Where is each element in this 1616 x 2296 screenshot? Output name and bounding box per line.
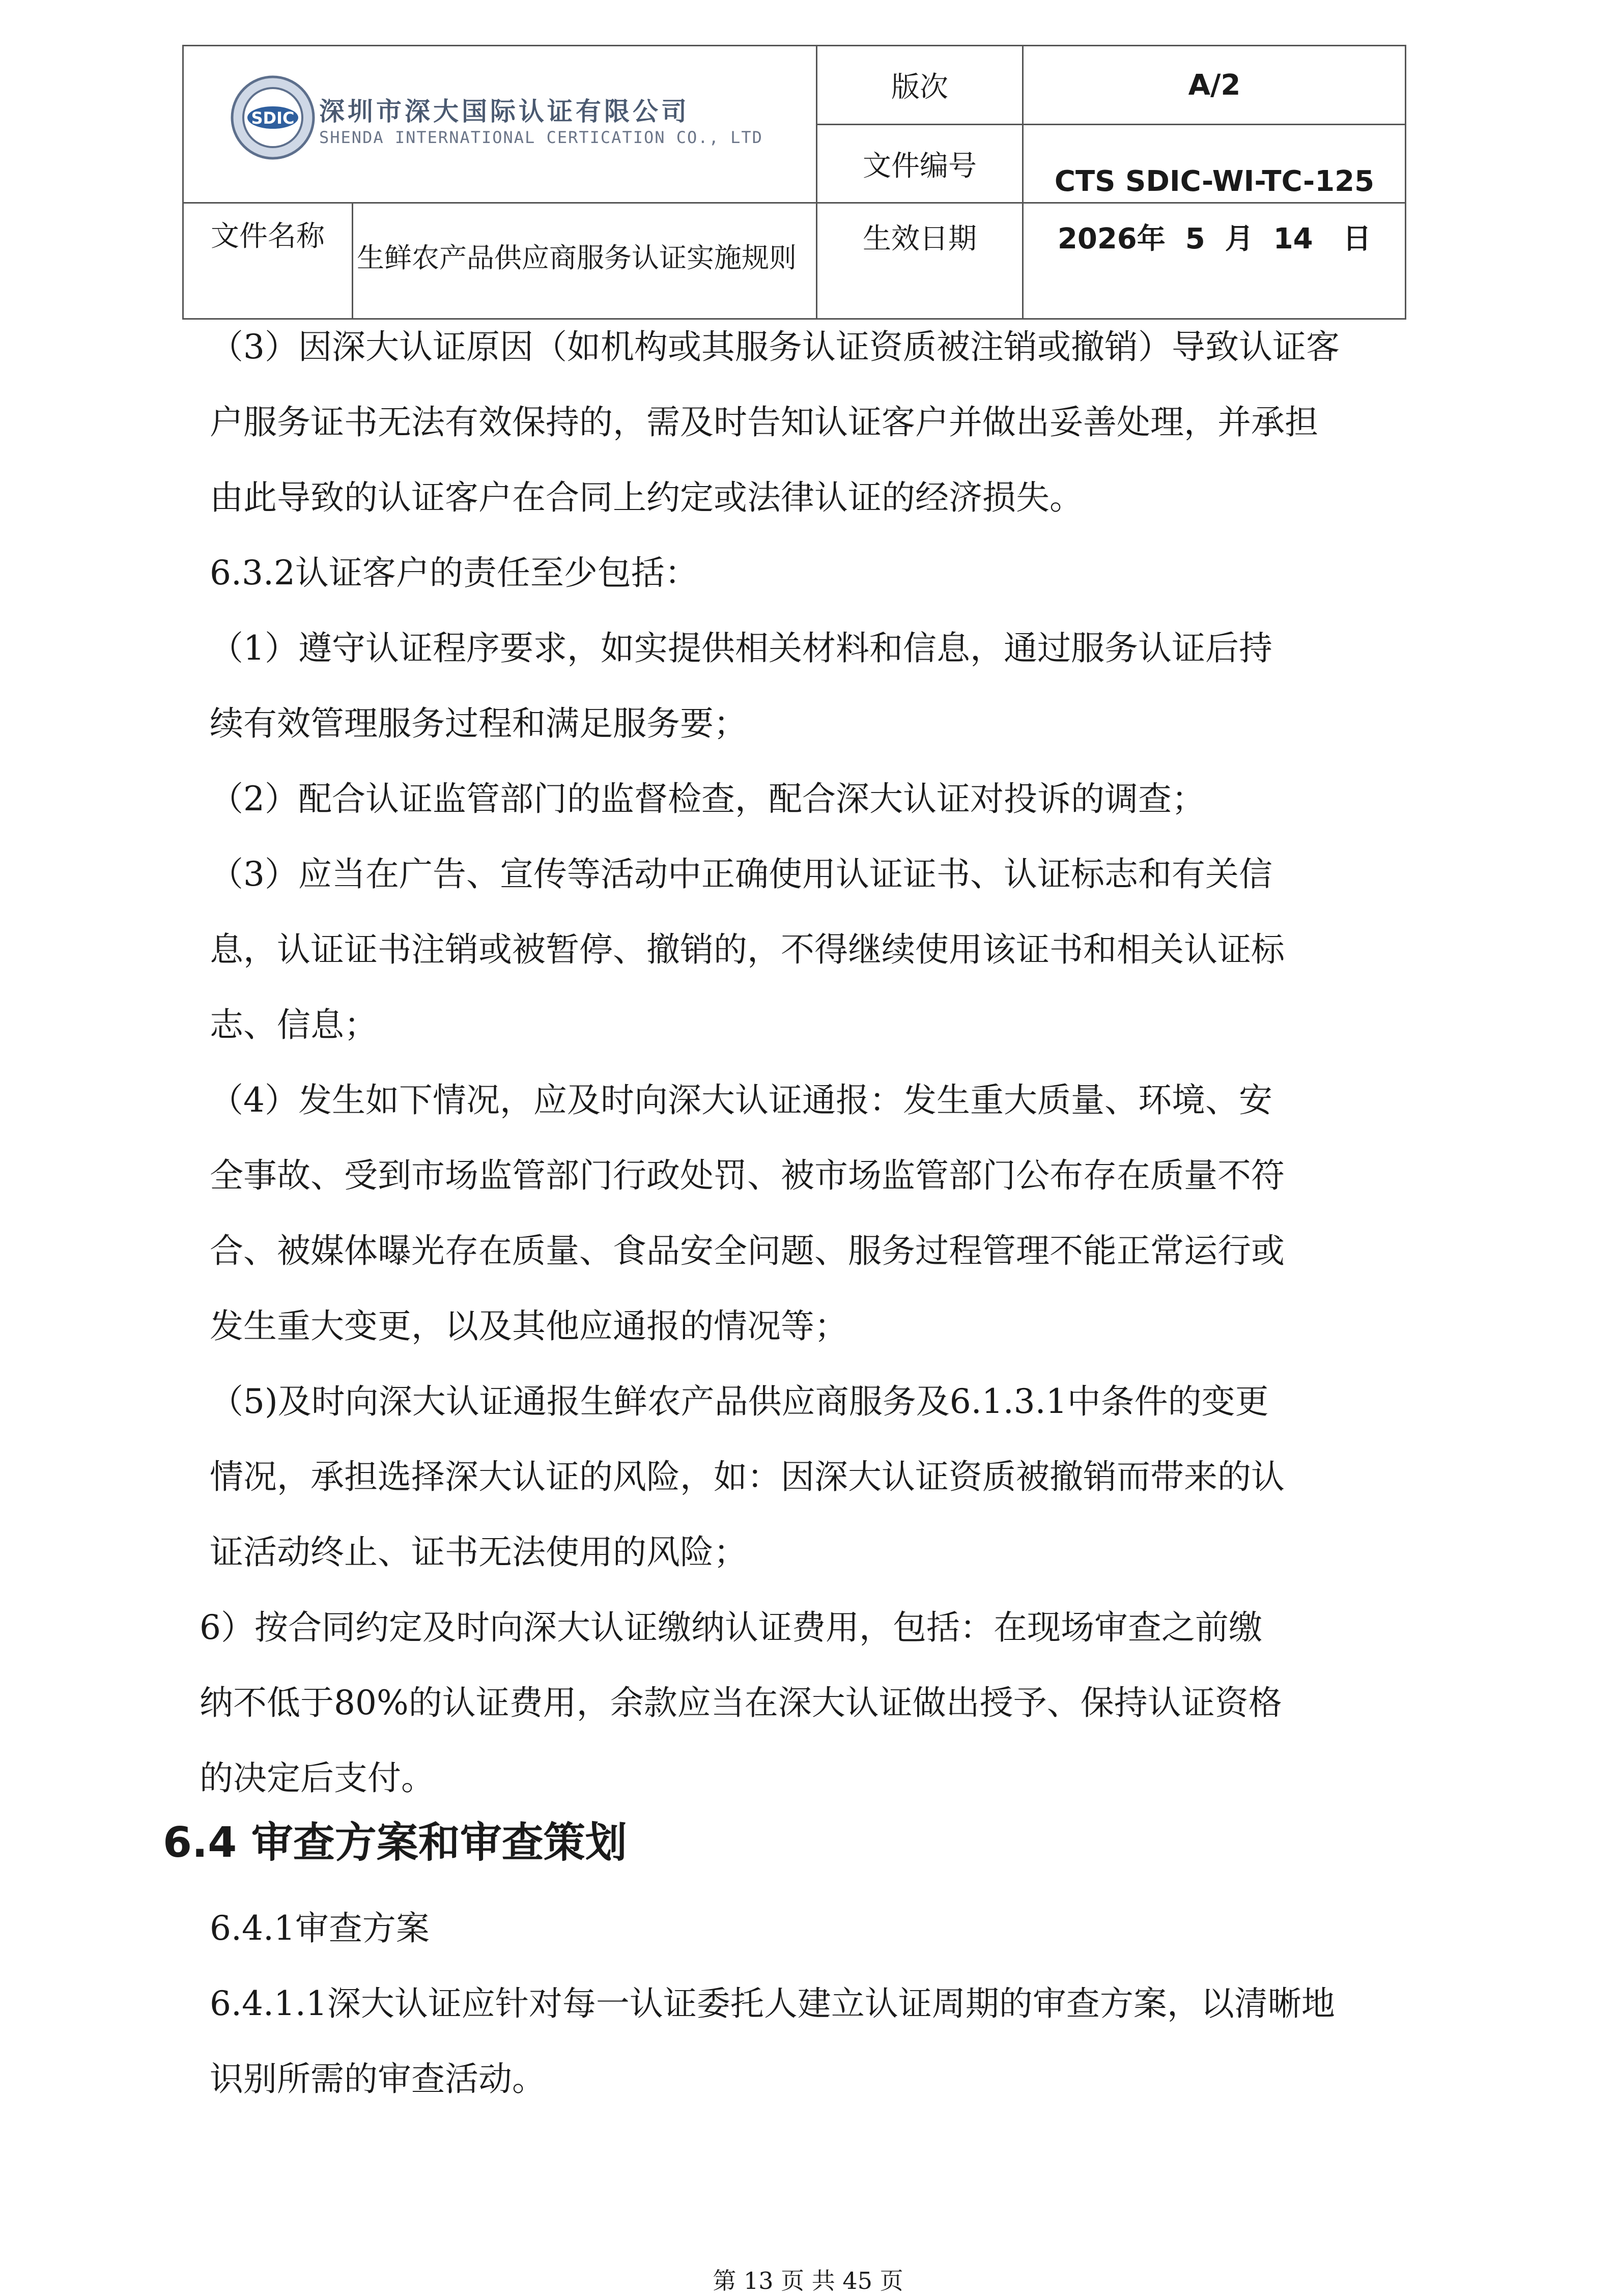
text-line: （3）因深大认证原因（如机构或其服务认证资质被注销或撤销）导致认证客: [210, 327, 1340, 366]
text-line: 合、被媒体曝光存在质量、食品安全问题、服务过程管理不能正常运行或: [210, 1231, 1285, 1270]
section-heading-6-4: 6.4 审查方案和审查策划: [163, 1819, 627, 1867]
file-no-label: 文件编号: [863, 149, 977, 183]
text-line: 续有效管理服务过程和满足服务要；: [210, 704, 747, 743]
file-no-value: CTS SDIC-WI-TC-125: [1054, 165, 1375, 198]
paragraph-6-4-1-1: [210, 1966, 1447, 2117]
text-line: 的决定后支付。: [200, 1759, 435, 1798]
text-line: （5)及时向深大认证通报生鲜农产品供应商服务及6.1.3.1中条件的变更: [210, 1382, 1269, 1421]
subsection-6-4-1: [210, 1891, 1447, 1966]
table-divider: [352, 202, 353, 318]
page-footer: 第 13 页 共 45 页: [713, 2267, 903, 2294]
text-line: 志、信息；: [210, 1005, 378, 1044]
company-name-cn: 深圳市深大国际认证有限公司: [319, 96, 690, 126]
text-line: 6.3.2认证客户的责任至少包括：: [210, 553, 698, 592]
effective-date-value: 2026年 5 月 14 日: [1057, 222, 1372, 256]
text-line: （4）发生如下情况，应及时向深大认证通报：发生重大质量、环境、安: [210, 1081, 1272, 1120]
logo-text: SDIC: [251, 108, 295, 128]
company-name-en: SHENDA INTERNATIONAL CERTICATION CO., LTD: [319, 128, 763, 147]
paragraph-client-5: [210, 1364, 1447, 1590]
company-logo: [230, 74, 316, 163]
text-line: 识别所需的审查活动。: [210, 2059, 546, 2099]
paragraph-responsibility-3: [210, 309, 1447, 535]
effective-date-label: 生效日期: [863, 222, 977, 256]
text-line: 情况，承担选择深大认证的风险，如：因深大认证资质被撤销而带来的认: [210, 1457, 1285, 1496]
section-6-3-2: [210, 535, 1447, 611]
file-name-label: 文件名称: [211, 220, 325, 253]
paragraph-client-6: [200, 1590, 1436, 1816]
version-label: 版次: [891, 71, 948, 104]
text-line: 6.4.1审查方案: [210, 1909, 430, 1948]
text-line: （1）遵守认证程序要求，如实提供相关材料和信息，通过服务认证后持: [210, 629, 1272, 668]
document-header-table: [182, 45, 1406, 320]
text-line: 6）按合同约定及时向深大认证缴纳认证费用，包括：在现场审查之前缴: [200, 1608, 1262, 1647]
text-line: 6.4.1.1深大认证应针对每一认证委托人建立认证周期的审查方案，以清晰地: [210, 1984, 1335, 2023]
text-line: 纳不低于80%的认证费用，余款应当在深大认证做出授予、保持认证资格: [200, 1683, 1282, 1722]
text-line: 证活动终止、证书无法使用的风险；: [210, 1533, 747, 1572]
paragraph-client-4: [210, 1063, 1447, 1364]
text-line: 息，认证证书注销或被暂停、撤销的，不得继续使用该证书和相关认证标: [210, 930, 1285, 969]
paragraph-client-2: [210, 761, 1447, 837]
text-line: 户服务证书无法有效保持的，需及时告知认证客户并做出妥善处理，并承担: [210, 403, 1318, 442]
text-line: （2）配合认证监管部门的监督检查，配合深大认证对投诉的调查；: [210, 779, 1205, 818]
version-value: A/2: [1188, 68, 1241, 102]
file-name-value: 生鲜农产品供应商服务认证实施规则: [357, 242, 797, 274]
text-line: 全事故、受到市场监管部门行政处罚、被市场监管部门公布存在质量不符: [210, 1156, 1285, 1195]
text-line: （3）应当在广告、宣传等活动中正确使用认证证书、认证标志和有关信: [210, 855, 1272, 894]
paragraph-client-1: [210, 611, 1447, 761]
text-line: 发生重大变更，以及其他应通报的情况等；: [210, 1307, 848, 1346]
text-line: 由此导致的认证客户在合同上约定或法律认证的经济损失。: [210, 478, 1083, 517]
paragraph-client-3: [210, 837, 1447, 1063]
